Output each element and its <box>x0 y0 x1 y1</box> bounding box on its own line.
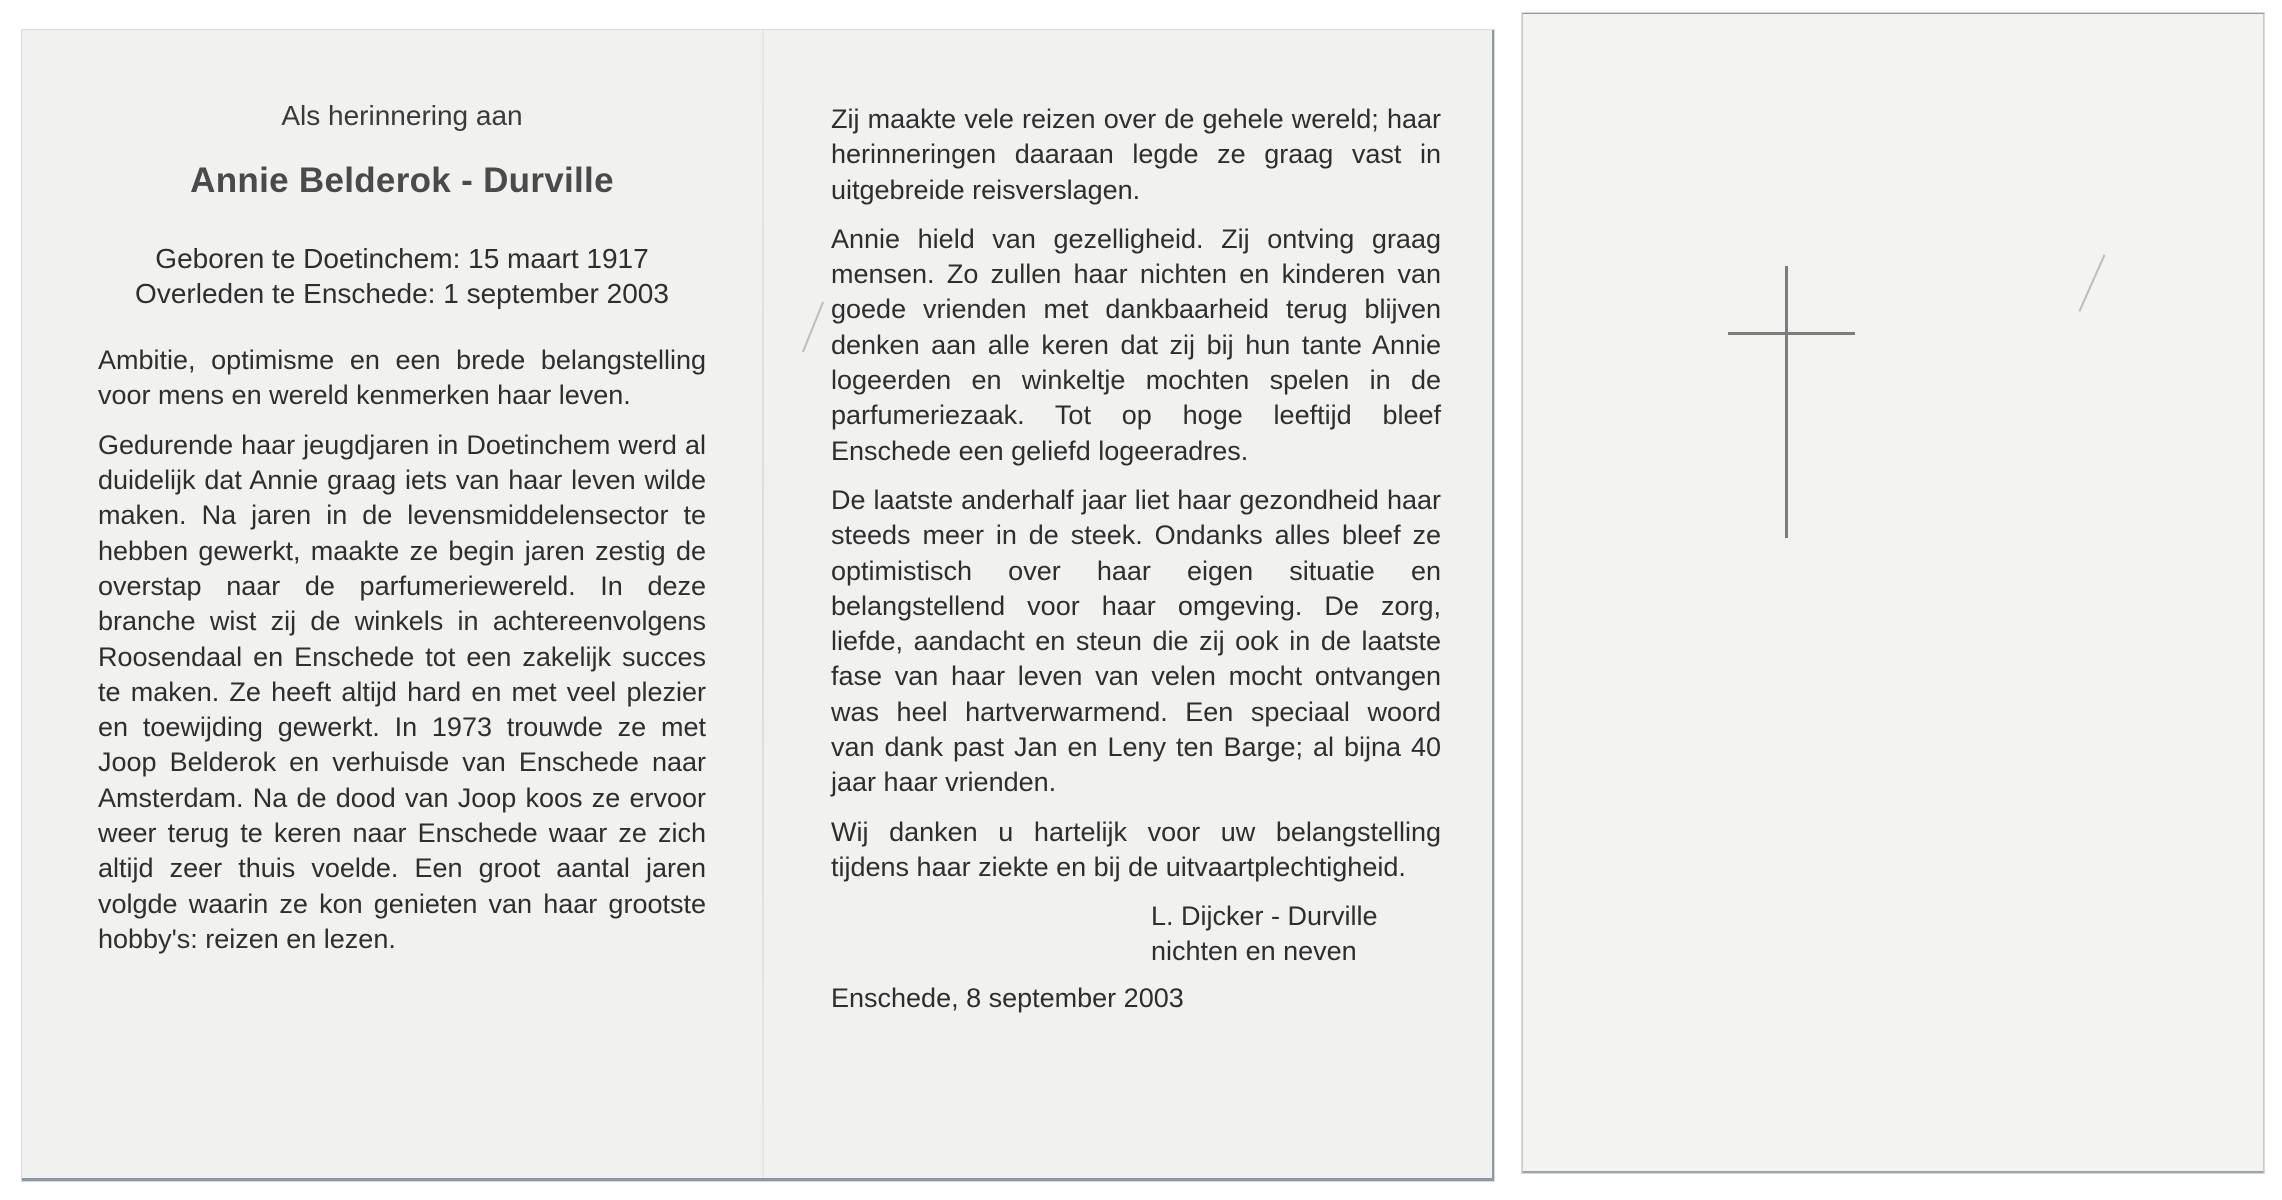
place-date: Enschede, 8 september 2003 <box>831 983 1184 1014</box>
death-line: Overleden te Enschede: 1 september 2003 <box>135 277 669 309</box>
paragraph: Zij maakte vele reizen over de gehele wereld; haar herinneringen daaraan legde ze graag vast in uitgebreide reisverslagen. <box>831 104 1441 205</box>
paragraph: Gedurende haar jeugdjaren in Doetinchem werd al duidelijk dat Annie graag iets van haar leven wilde maken. Na jaren in de levensmiddelensector te hebben gewerkt, maakte ze begin jaren zestig de overstap naar de parfumeriewereld. In deze branche wist zij de winkels in achtereenvolgens Roosendaal en Enschede tot een zakelijk succes te maken. Ze heeft altijd hard en met veel plezier en toewijding gewerkt. In 1973 trouwde ze met Joop Belderok en verhuisde van Enschede naar Amsterdam. Na de dood van Joop koos ze ervoor weer terug te keren naar Enschede waar ze zich altijd zeer thuis voelde. Een groot aantal jaren volgde waarin ze kon genieten van haar grootste hobby's: reizen en lezen. <box>98 429 706 954</box>
left-panel <box>98 98 706 971</box>
intro-text: Als herinnering aan <box>281 100 523 131</box>
deceased-name: Annie Belderok - Durville <box>190 161 614 201</box>
paragraph: Annie hield van gezelligheid. Zij ontving graag mensen. Zo zullen haar nichten en kinderen van goede vrienden met dankbaarheid terug blijven denken aan alle keren dat zij bij hun tante Annie logeerden en winkeltje mochten spelen in de parfumeriezaak. Tot op hoge leeftijd bleef Enschede een geliefd logeeradres. <box>831 223 1441 466</box>
paragraph: De laatste anderhalf jaar liet haar gezondheid haar steeds meer in de steek. Ondanks alles bleef ze optimistisch over haar eigen situatie en belangstellend voor haar omgeving. De zorg, liefde, aandacht en steun die zij ook in de laatste fase van haar leven van velen mocht ontvangen was heel hartverwarmend. Een speciaal woord van dank past Jan en Leny ten Barge; al bijna 40 jaar haar vrienden. <box>831 484 1441 798</box>
card-fold <box>762 30 764 1178</box>
birth-line: Geboren te Doetinchem: 15 maart 1917 <box>155 242 649 274</box>
memorial-card-back <box>1522 13 2264 1173</box>
cross-vertical-bar <box>1785 266 1788 538</box>
memorial-card-open <box>22 30 1494 1181</box>
life-dates <box>98 241 706 312</box>
paragraph: Ambitie, optimisme en een brede belangstelling voor mens en wereld kenmerken haar leven. <box>98 345 706 411</box>
cross-horizontal-bar <box>1728 332 1855 335</box>
paper-mark <box>802 302 824 353</box>
paper-mark <box>2078 254 2105 311</box>
signature-line: nichten en neven <box>1151 936 1357 967</box>
signature-line: L. Dijcker - Durville <box>1151 901 1378 932</box>
right-panel <box>831 102 1441 1017</box>
paragraph: Wij danken u hartelijk voor uw belangstelling tijdens haar ziekte en bij de uitvaartplechtigheid. <box>831 816 1441 882</box>
signature <box>831 899 1441 969</box>
